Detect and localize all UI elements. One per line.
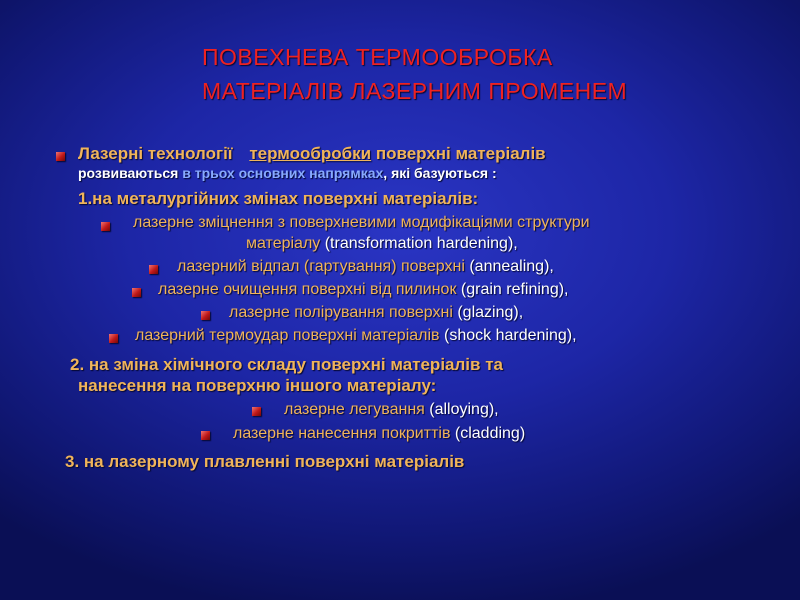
intro-line2-b: в трьох основних напрямках: [182, 165, 384, 181]
section1-item-5-en: (shock hardening),: [439, 327, 577, 344]
section1-item-2-en: (annealing),: [464, 258, 554, 275]
section1-item-4-text: лазерне полірування поверхні: [229, 304, 453, 321]
section1-item-1-line-2: [246, 235, 518, 253]
intro-line-1: [78, 144, 546, 164]
bullet-icon: [56, 152, 65, 161]
bullet-icon: [201, 311, 210, 320]
section2-item-1-en: (alloying),: [424, 401, 499, 418]
intro-part-2: термообробки: [249, 144, 372, 163]
section2-item-2: [233, 425, 525, 443]
section1-item-1-text: матеріалу: [246, 235, 321, 252]
section1-item-5: [135, 327, 577, 345]
section1-item-4: [229, 304, 523, 322]
section2-heading-line-2: нанесення на поверхню іншого матеріалу:: [78, 376, 437, 395]
intro-line2-a: розвиваються: [78, 165, 183, 181]
bullet-icon: [201, 431, 210, 440]
section1-item-5-text: лазерний термоудар поверхні матеріалів: [135, 327, 440, 344]
section1-item-2-text: лазерний відпал (гартування) поверхні: [177, 258, 465, 275]
section1-item-2: [177, 258, 554, 276]
section1-item-1-line-1: лазерне зміцнення з поверхневими модифікаціями структури: [133, 214, 590, 231]
section1-item-4-en: (glazing),: [452, 304, 524, 321]
section2-item-2-en: (cladding): [450, 425, 526, 442]
intro-line2-c: , які базуються :: [383, 165, 497, 181]
section1-item-3-en: (grain refining),: [456, 281, 569, 298]
title-line-2: МАТЕРІАЛІВ ЛАЗЕРНИМ ПРОМЕНЕМ: [202, 78, 628, 104]
section1-item-1-en: (transformation hardening),: [320, 235, 518, 252]
section1-item-3: [158, 281, 569, 299]
bullet-icon: [132, 288, 141, 297]
intro-part-3: поверхні матеріалів: [371, 144, 546, 163]
intro-line-2: [78, 165, 497, 181]
bullet-icon: [109, 334, 118, 343]
section2-item-1-text: лазерне легування: [284, 401, 425, 418]
title-line-1: ПОВЕХНЕВА ТЕРМООБРОБКА: [202, 44, 553, 70]
section1-heading: 1.на металургійних змінах поверхні матеріалів:: [78, 189, 479, 208]
section2-item-2-text: лазерне нанесення покриттів: [233, 425, 451, 442]
section1-item-3-text: лазерне очищення поверхні від пилинок: [158, 281, 457, 298]
bullet-icon: [149, 265, 158, 274]
intro-part-1: Лазерні технології: [78, 144, 233, 163]
bullet-icon: [101, 222, 110, 231]
section2-heading-line-1: 2. на зміна хімічного складу поверхні матеріалів та: [70, 355, 503, 374]
section3-heading: 3. на лазерному плавленні поверхні матеріалів: [65, 452, 465, 471]
section2-item-1: [284, 401, 499, 419]
bullet-icon: [252, 407, 261, 416]
